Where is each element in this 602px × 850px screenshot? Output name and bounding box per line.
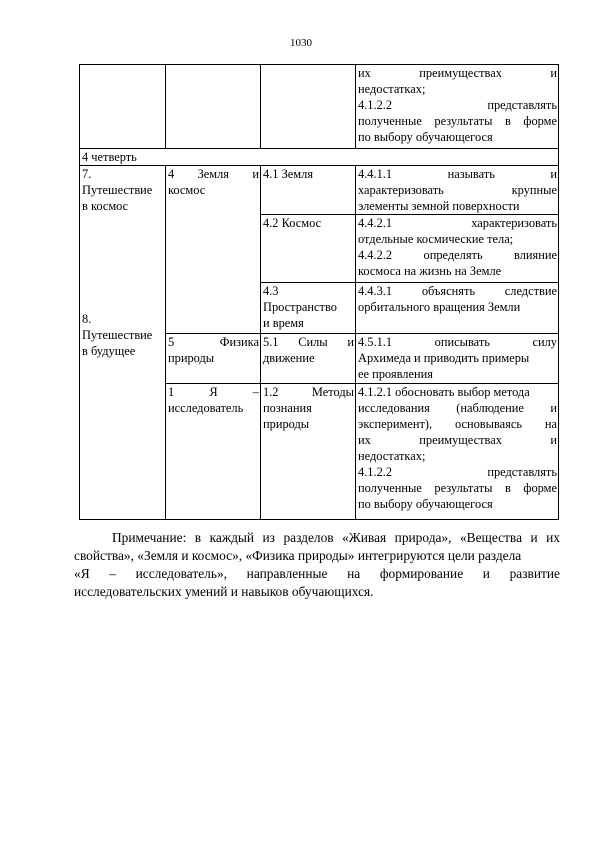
goal-line: Архимеда и приводить примеры [358,351,530,365]
goal-line: 4.1.2.2 представлять [358,465,557,479]
goal-line: недостатках; [358,449,426,463]
subtopic-line: 4.3 [263,284,279,298]
topic-cell [166,166,261,334]
goal-line: исследования (наблюдение и [358,401,557,415]
goal-line: 4.4.2.2 определять влияние [358,248,557,262]
note-line: исследовательских умений и навыков обучающихся. [74,584,374,599]
goal-line: эксперимент), основываясь на [358,417,557,431]
topic-line: 5 Физика [168,335,259,349]
note-line: Примечание: в каждый из разделов «Живая природа», «Вещества и их [112,530,560,545]
page-number: 1030 [290,37,312,49]
section-7-number: 7. [82,167,92,181]
subtopic-cell [261,384,356,520]
subtopic-cell [261,166,356,215]
subtopic-line: 5.1 Силы и [263,335,354,349]
goal-line: 4.1.2.2 представлять [358,98,557,112]
subtopic-cell [261,283,356,334]
subtopic-line: движение [263,351,315,365]
subtopic-line: природы [263,417,310,431]
section-7-title: Путешествие [82,183,153,197]
goal-line: элементы земной поверхности [358,199,520,213]
section-7-title: в космос [82,199,129,213]
section-cell [80,65,166,149]
subtopic-line: и время [263,316,304,330]
goal-cell [356,384,559,520]
section-cell [80,166,166,520]
goal-line: 4.1.2.1 обосновать выбор метода [358,385,530,399]
goal-line: орбитального вращения Земли [358,300,521,314]
subtopic-line: познания [263,401,312,415]
goal-line: по выбору обучающегося [358,130,493,144]
note-paragraph [74,529,560,601]
goal-line: ее проявления [358,367,433,381]
topic-cell [166,65,261,149]
table-row [80,149,559,166]
topic-line: исследователь [168,401,244,415]
subtopic-line: 1.2 Методы [263,385,354,399]
goal-line: их преимуществах и [358,66,557,80]
goal-cell [356,215,559,283]
subtopic-cell [261,334,356,384]
goal-cell [356,65,559,149]
note-line: свойства», «Земля и космос», «Физика природы» интегрируются цели раздела [74,548,522,563]
goal-line: их преимуществах и [358,433,557,447]
topic-line: природы [168,351,215,365]
goal-line: по выбору обучающегося [358,497,493,511]
goal-line: космоса на жизнь на Земле [358,264,502,278]
goal-line: полученные результаты в форме [358,114,557,128]
goal-line: отдельные космические тела; [358,232,514,246]
topic-line: 4 Земля и [168,167,259,181]
goal-cell [356,283,559,334]
subtopic-cell [261,215,356,283]
goal-line: недостатках; [358,82,426,96]
goal-line: характеризовать крупные [358,183,557,197]
goal-line: 4.4.1.1 называть и [358,167,557,181]
goal-line: 4.4.3.1 объяснять следствие [358,284,557,298]
topic-line: 1 Я – [168,385,259,399]
topic-line: космос [168,183,206,197]
section-8-title: в будущее [82,344,136,358]
subtopic-cell [261,65,356,149]
goal-cell [356,166,559,215]
subtopic-line: 4.1 Земля [263,167,314,181]
subtopic-line: Пространство [263,300,337,314]
subtopic-line: 4.2 Космос [263,216,322,230]
quarter-label: 4 четверть [80,149,559,166]
goal-line: 4.4.2.1 характеризовать [358,216,557,230]
section-8-title: Путешествие [82,328,153,342]
note-line: «Я – исследователь», направленные на формирование и развитие [74,566,560,581]
topic-cell [166,334,261,384]
topic-cell [166,384,261,520]
goal-line: 4.5.1.1 описывать силу [358,335,557,349]
goal-line: полученные результаты в форме [358,481,557,495]
table-row [80,166,559,215]
goal-cell [356,334,559,384]
curriculum-table [79,64,559,520]
section-8-number: 8. [82,312,92,326]
table-row [80,65,559,149]
